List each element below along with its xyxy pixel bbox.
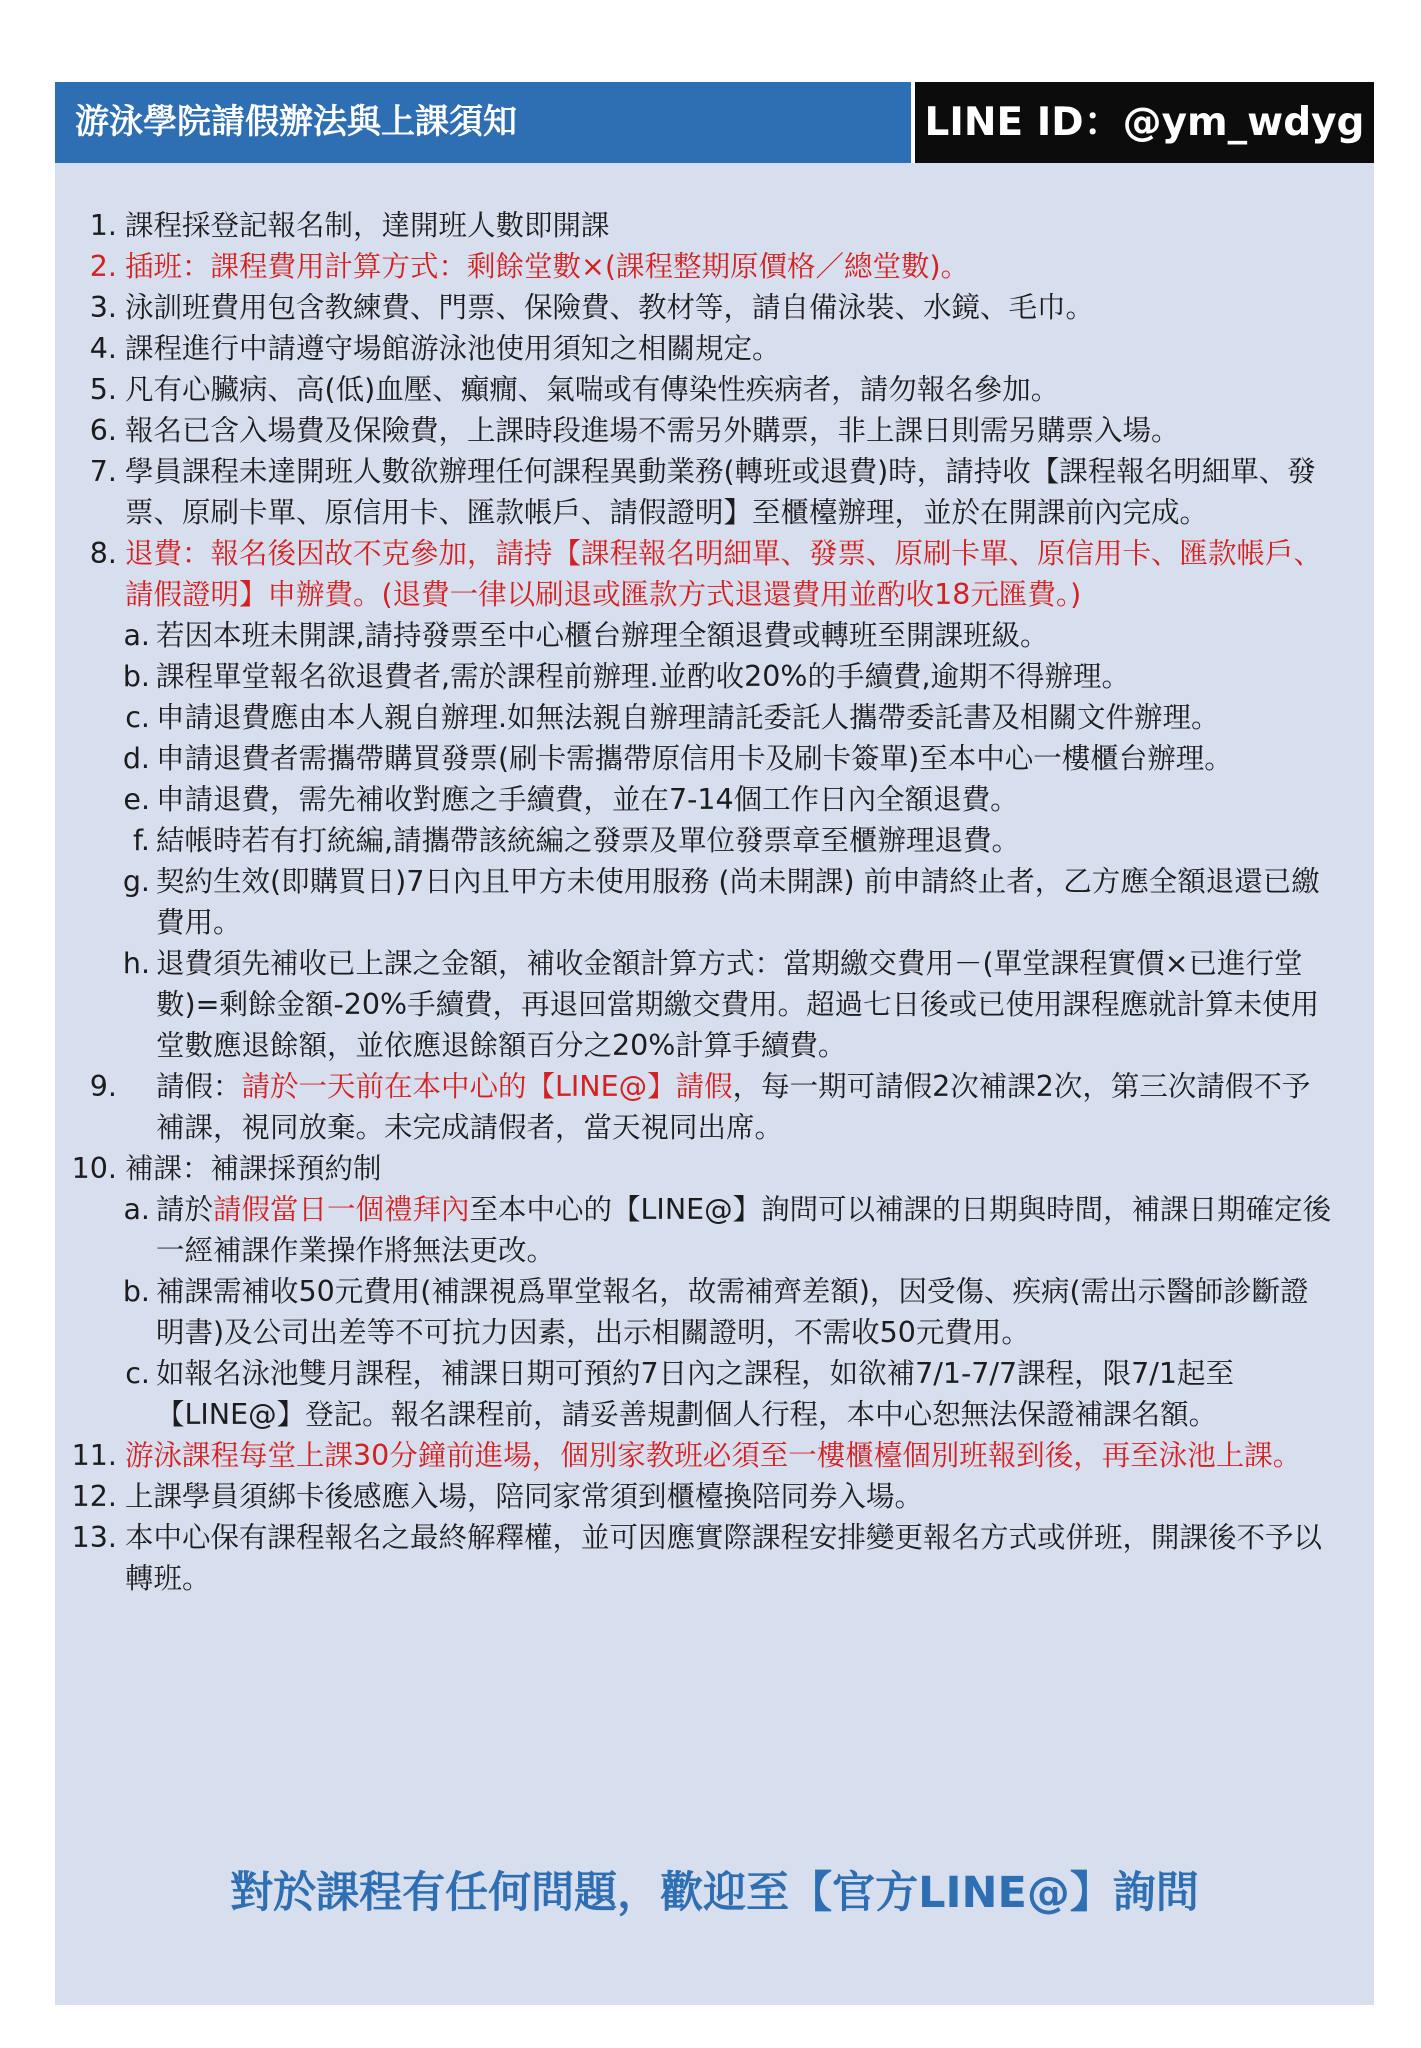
item-text: 插班：課程費用計算方式：剩餘堂數×(課程整期原價格／總堂數)。: [125, 250, 970, 283]
item-number: 8.: [89, 537, 117, 570]
sub-item-text-highlight: 請假當日一個禮拜內: [213, 1193, 470, 1226]
list-item: [55, 1435, 1374, 1476]
content-panel: [55, 163, 1374, 2005]
item-text-suffix: ，每一期可請假2次補課2次，第三次請假不予補課，視同放棄。未完成請假者，當天視同出席。: [156, 1070, 1311, 1144]
sub-item: [55, 738, 1374, 779]
sub-item-text: 若因本班未開課,請持發票至中心櫃台辦理全額退費或轉班至開課班級。: [156, 619, 1049, 652]
sub-item: [55, 656, 1374, 697]
sub-item-letter: b.: [122, 1275, 150, 1308]
sub-item-text: 課程單堂報名欲退費者,需於課程前辦理.並酌收20%的手續費,逾期不得辦理。: [156, 660, 1131, 693]
item-text: 學員課程未達開班人數欲辦理任何課程異動業務(轉班或退費)時，請持收【課程報名明細單、發票、原刷卡單、原信用卡、匯款帳戶、請假證明】至櫃檯辦理，並於在開課前內完成。: [125, 455, 1316, 529]
item-number: 12.: [71, 1480, 117, 1513]
sub-item-text: 申請退費應由本人親自辦理.如無法親自辦理請託委託人攜帶委託書及相關文件辦理。: [156, 701, 1220, 734]
sub-item-letter: a.: [123, 1193, 150, 1226]
item-number: 1.: [89, 209, 117, 242]
item-number: 6.: [89, 414, 117, 447]
item-number: 10.: [71, 1152, 117, 1185]
list-item: [55, 205, 1374, 246]
item-text: 上課學員須綁卡後感應入場，陪同家常須到櫃檯換陪同券入場。: [125, 1480, 924, 1513]
sub-item-letter: h.: [122, 947, 150, 980]
page-title: 游泳學院請假辦法與上課須知: [55, 82, 911, 163]
item-text: 課程採登記報名制，達開班人數即開課: [125, 209, 610, 242]
item-text: 補課：補課採預約制: [125, 1152, 382, 1185]
list-item: [55, 533, 1374, 615]
item-number: 4.: [89, 332, 117, 365]
item-text: 報名已含入場費及保險費，上課時段進場不需另外購票，非上課日則需另購票入場。: [125, 414, 1180, 447]
sub-item: [55, 1189, 1374, 1271]
sub-item-letter: f.: [132, 824, 150, 857]
item-text: 凡有心臟病、高(低)血壓、癲癇、氣喘或有傳染性疾病者，請勿報名參加。: [125, 373, 1060, 406]
list-item: [55, 328, 1374, 369]
sub-item: [55, 697, 1374, 738]
sub-item: [55, 779, 1374, 820]
sub-item-letter: d.: [122, 742, 150, 775]
item-text: 泳訓班費用包含教練費、門票、保險費、教材等，請自備泳裝、水鏡、毛巾。: [125, 291, 1095, 324]
list-item: [55, 410, 1374, 451]
list-item: [55, 451, 1374, 533]
item-number: 2.: [89, 250, 117, 283]
list-item: [55, 287, 1374, 328]
list-item: [55, 369, 1374, 410]
list-item: [55, 246, 1374, 287]
list-item: [55, 1476, 1374, 1517]
sub-item-letter: e.: [123, 783, 150, 816]
rules-list: [55, 205, 1374, 1599]
sub-item-text: 申請退費者需攜帶購買發票(刷卡需攜帶原信用卡及刷卡簽單)至本中心一樓櫃台辦理。: [156, 742, 1233, 775]
footer-contact-note: 對於課程有任何問題，歡迎至【官方LINE@】詢問: [230, 1868, 1199, 1918]
sub-item: [55, 820, 1374, 861]
item-number: 7.: [89, 455, 117, 488]
sub-item-letter: a.: [123, 619, 150, 652]
sub-item-text: 如報名泳池雙月課程，補課日期可預約7日內之課程，如欲補7/1-7/7課程，限7/1起至【LINE@】登記。報名課程前，請妥善規劃個人行程，本中心恕無法保證補課名額。: [156, 1357, 1235, 1431]
header: [55, 82, 1374, 163]
item-text: 退費：報名後因故不克參加，請持【課程報名明細單、發票、原刷卡單、原信用卡、匯款帳戶、請假證明】申辦費。(退費一律以刷退或匯款方式退還費用並酌收18元匯費。): [125, 537, 1323, 611]
sub-item-text-suffix: 至本中心的【LINE@】詢問可以補課的日期與時間，補課日期確定後一經補課作業操作將無法更改。: [156, 1193, 1332, 1267]
item-text: 課程進行中請遵守場館游泳池使用須知之相關規定。: [125, 332, 781, 365]
sub-item-text: 契約生效(即購買日)7日內且甲方未使用服務 (尚未開課) 前申請終止者，乙方應全額退還已繳費用。: [156, 865, 1320, 939]
item-number: 13.: [71, 1521, 117, 1554]
list-item: [55, 1517, 1374, 1599]
item-number: 5.: [89, 373, 117, 406]
item-number: 3.: [89, 291, 117, 324]
sub-item: [55, 615, 1374, 656]
sub-item-letter: g.: [122, 865, 150, 898]
sub-item-text-prefix: 請於: [156, 1193, 214, 1226]
item-text-prefix: 請假：: [156, 1070, 242, 1103]
item-number: 11.: [71, 1439, 117, 1472]
sub-item: [55, 1353, 1374, 1435]
item-text: 本中心保有課程報名之最終解釋權，並可因應實際課程安排變更報名方式或併班，開課後不予以轉班。: [125, 1521, 1323, 1595]
sub-item: [55, 1271, 1374, 1353]
item-text: 游泳課程每堂上課30分鐘前進場，個別家教班必須至一樓櫃檯個別班報到後，再至泳池上課。: [125, 1439, 1302, 1472]
sub-item-letter: b.: [122, 660, 150, 693]
sub-item: [55, 861, 1374, 943]
list-item: [55, 1148, 1374, 1189]
sub-item-text: 結帳時若有打統編,請攜帶該統編之發票及單位發票章至櫃辦理退費。: [156, 824, 1021, 857]
sub-item-text: 申請退費，需先補收對應之手續費，並在7-14個工作日內全額退費。: [156, 783, 1019, 816]
sub-item-text: 補課需補收50元費用(補課視爲單堂報名，故需補齊差額)，因受傷、疾病(需出示醫師診斷證明書)及公司出差等不可抗力因素，出示相關證明，不需收50元費用。: [156, 1275, 1309, 1349]
line-id-badge: LINE ID：@ym_wdyg: [915, 82, 1374, 163]
item-text-highlight: 請於一天前在本中心的【LINE@】請假: [241, 1070, 733, 1103]
list-item: [55, 1066, 1374, 1148]
sub-item: [55, 943, 1374, 1066]
sub-item-letter: c.: [125, 701, 150, 734]
item-number: 9.: [89, 1070, 117, 1103]
sub-item-letter: c.: [125, 1357, 150, 1390]
sub-item-text: 退費須先補收已上課之金額，補收金額計算方式：當期繳交費用－(單堂課程實價×已進行堂數)=剩餘金額-20%手續費，再退回當期繳交費用。超過七日後或已使用課程應就計算未使用堂數應退餘額，並依應退餘額百分之20%計算手續費。: [156, 947, 1320, 1062]
